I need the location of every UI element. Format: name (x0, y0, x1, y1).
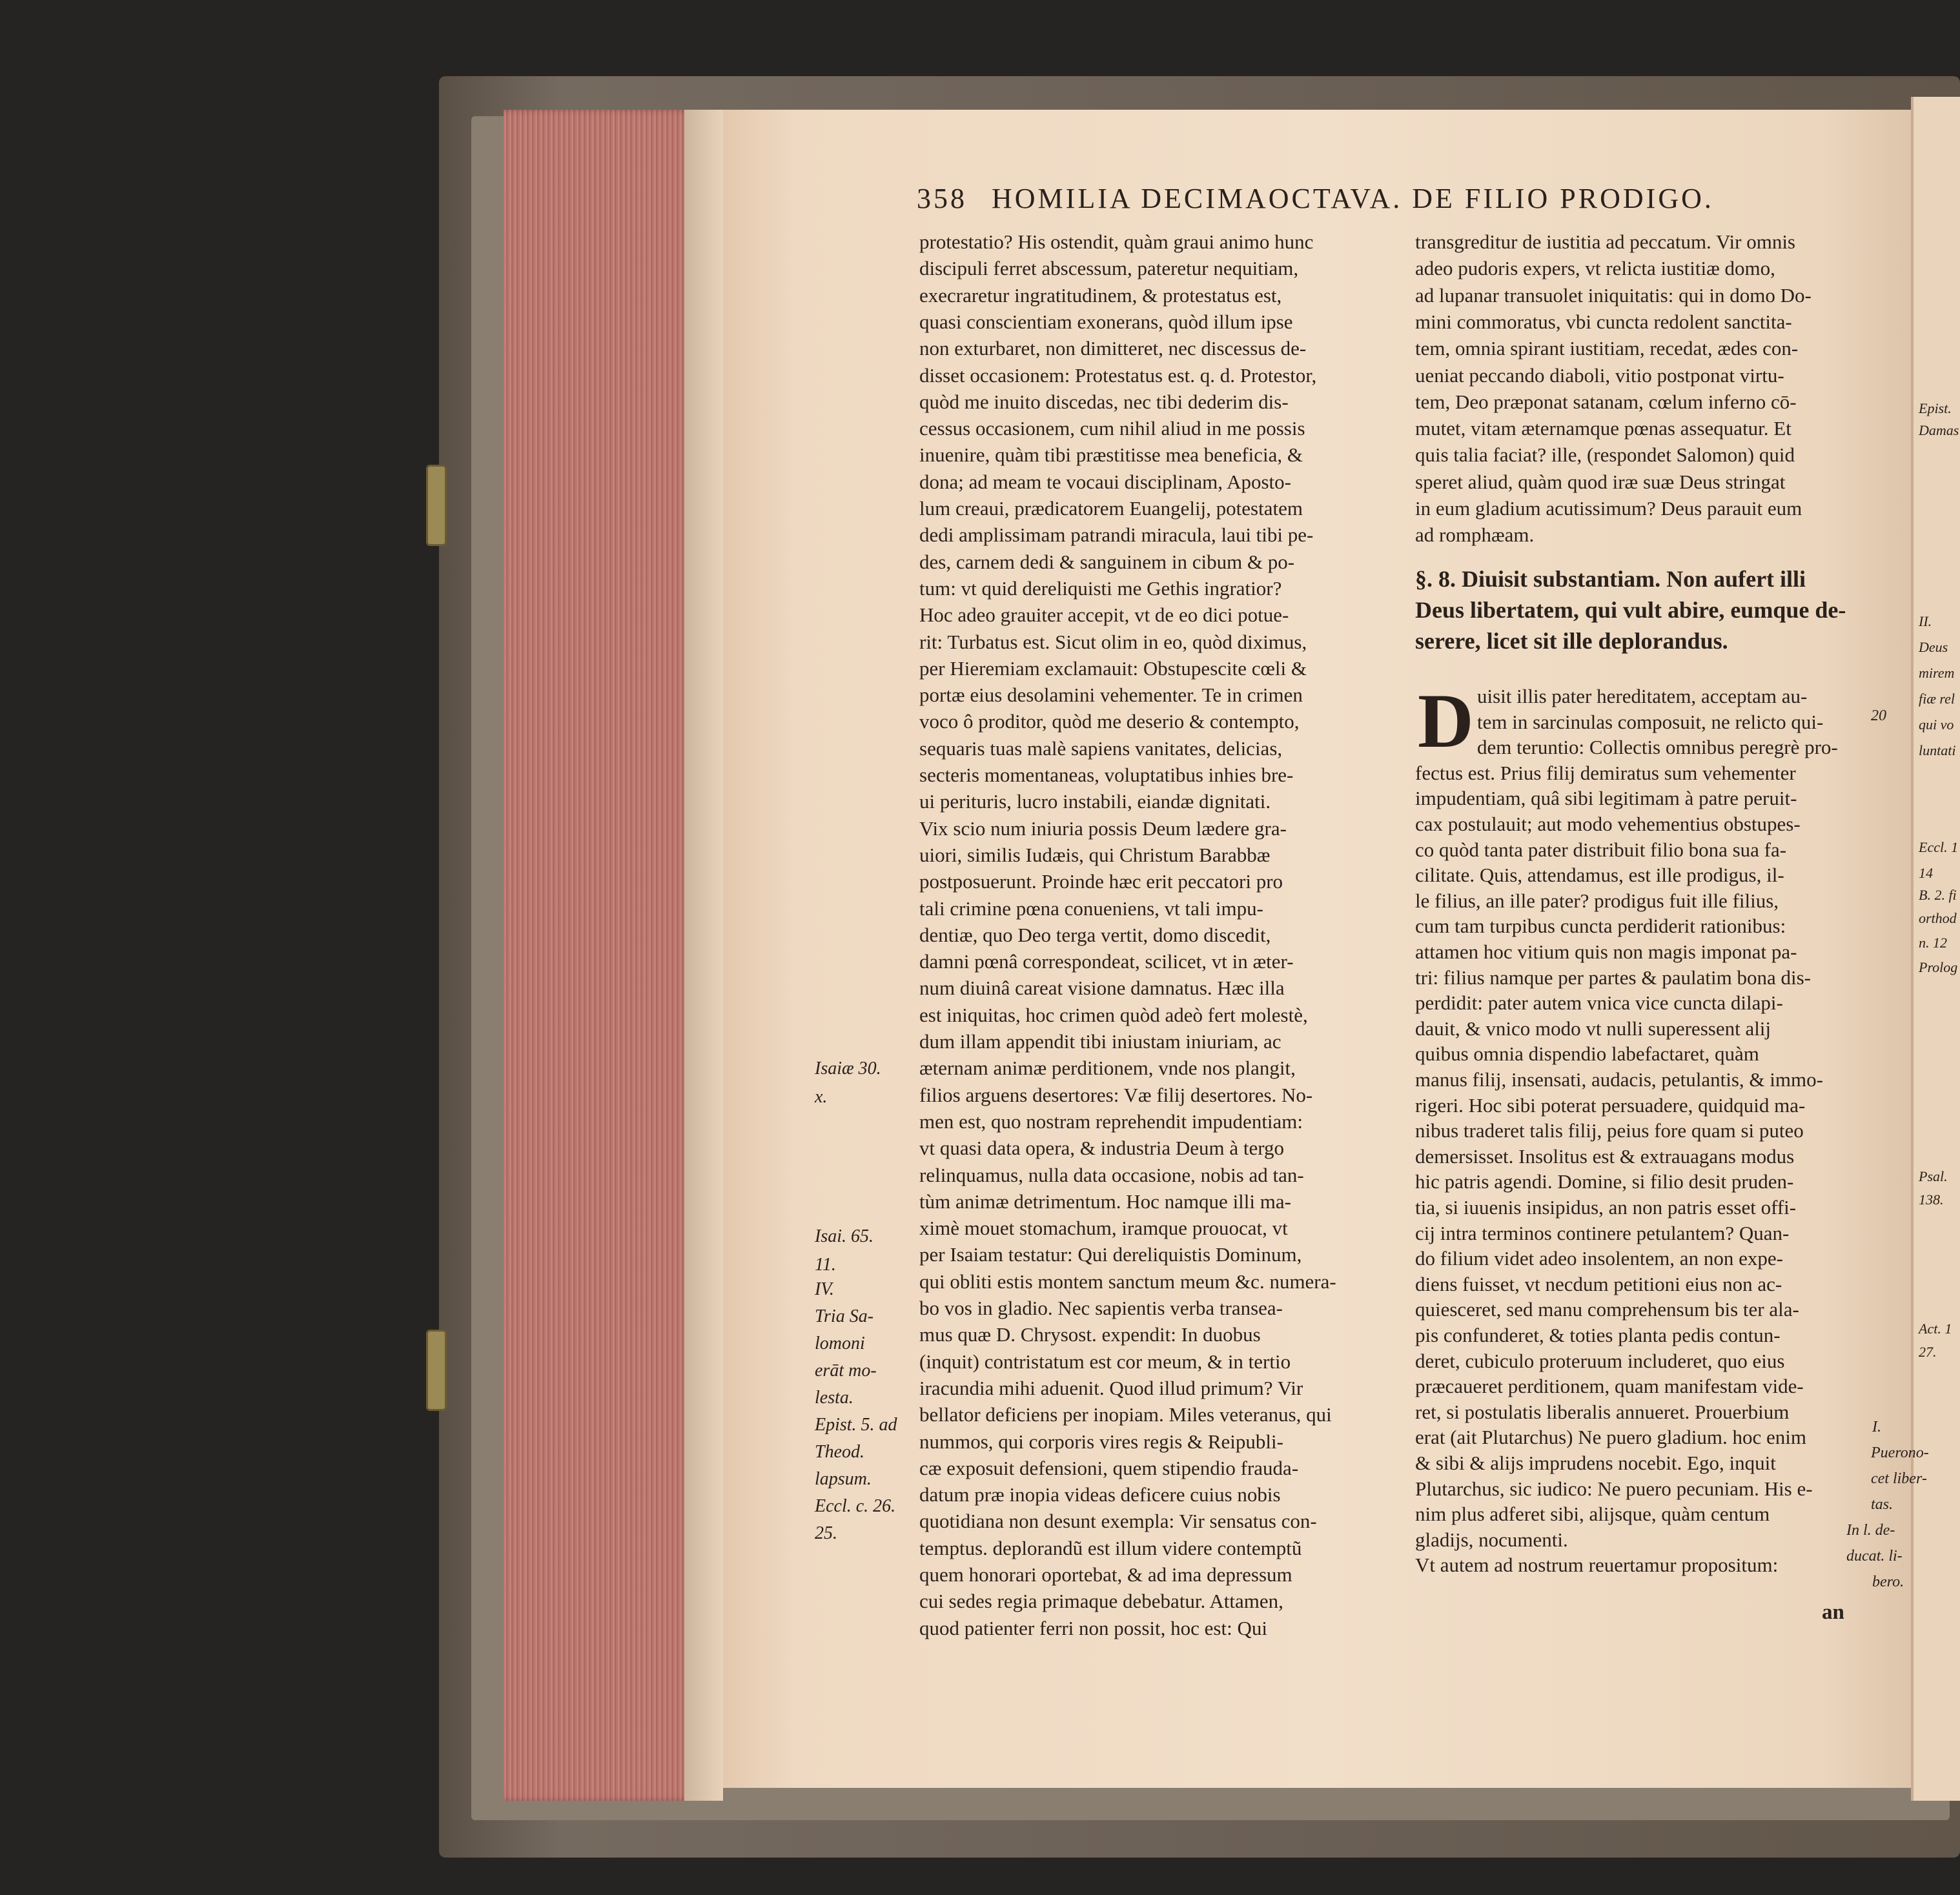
text-line: Vt autem ad nostrum reuertamur propositum: (1415, 1554, 1779, 1577)
margin-note: cet liber- (1871, 1470, 1927, 1487)
facing-page-text: B. 2. fi (1919, 887, 1957, 903)
margin-note: lapsum. (815, 1469, 872, 1489)
text-line: inuenire, quàm tibi præstitisse mea beneficia, & (919, 443, 1303, 467)
page-number: 358 (917, 183, 967, 214)
text-line: cum tam turpibus cuncta perdiderit rationibus: (1415, 915, 1786, 938)
text-line: mus quæ D. Chrysost. expendit: In duobus (919, 1323, 1261, 1346)
text-line: nummos, qui corporis vires regis & Reipubli- (919, 1430, 1283, 1453)
text-line: cilitate. Quis, attendamus, est ille prodigus, il- (1415, 864, 1784, 887)
text-line: mini commoratus, vbi cuncta redolent sanctita- (1415, 310, 1792, 333)
facing-page-text: 27. (1919, 1344, 1937, 1360)
text-line: bo vos in gladio. Nec sapientis verba transea- (919, 1297, 1283, 1319)
text-line: attamen hoc vitium quis non magis imponat pa- (1415, 940, 1797, 963)
text-line: Plutarchus, sic iudico: Ne puero pecuniam. His e- (1415, 1477, 1813, 1500)
text-line: quasi conscientiam exonerans, quòd illum ipse (919, 310, 1293, 333)
facing-page-text: n. 12 (1919, 935, 1947, 951)
text-line: portæ eius desolamini vehementer. Te in crimen (919, 684, 1303, 707)
margin-note: x. (815, 1087, 828, 1107)
text-line: speret aliud, quàm quod iræ suæ Deus stringat (1415, 470, 1786, 493)
facing-page-text: Prolog (1919, 959, 1958, 975)
margin-note: 20 (1871, 707, 1886, 724)
margin-note: I. (1872, 1419, 1881, 1435)
facing-page-text: Act. 1 (1919, 1321, 1952, 1337)
text-line: rit: Turbatus est. Sicut olim in eo, quòd diximus, (919, 630, 1307, 653)
text-line: adeo pudoris expers, vt relicta iustitiæ domo, (1415, 257, 1775, 280)
text-line: uiori, similis Iudæis, qui Christum Barabbæ (919, 843, 1271, 866)
text-line: damni pœnâ correspondeat, scilicet, vt in æter- (919, 950, 1294, 973)
facing-page-text: mirem (1919, 665, 1955, 681)
text-line: tùm animæ detrimentum. Hoc namque illi ma- (919, 1190, 1291, 1213)
text-line: transgreditur de iustitia ad peccatum. Vir omnis (1415, 230, 1795, 253)
text-line: deret, cubiculo proteruum includeret, quo eius (1415, 1349, 1785, 1372)
text-line: qui obliti estis montem sanctum meum &c. numera- (919, 1270, 1336, 1293)
text-line: postposuerunt. Proinde hæc erit peccatori pro (919, 870, 1283, 893)
text-line: uisit illis pater hereditatem, acceptam au- (1477, 685, 1808, 707)
text-line: execraretur ingratitudinem, & protestatus est, (919, 283, 1282, 307)
margin-note: Tria Sa- (815, 1306, 874, 1326)
facing-page-text: orthod (1919, 910, 1957, 926)
margin-note: lomoni (815, 1333, 865, 1353)
text-line: ximè mouet stomachum, iramque prouocat, vt (919, 1217, 1288, 1240)
text-line: cui sedes regia primaque debebatur. Attamen, (919, 1590, 1283, 1613)
text-line: æternam animæ perditionem, vnde nos plangit, (919, 1057, 1296, 1080)
text-line: relinquamus, nulla data occasione, nobis ad tan- (919, 1163, 1304, 1186)
text-line: co quòd tanta pater distribuit filio bona sua fa- (1415, 838, 1787, 861)
text-line: vt quasi data opera, & industria Deum à tergo (919, 1137, 1285, 1160)
text-line: ui perituris, lucro instabili, eiandæ dignitati. (919, 790, 1271, 813)
text-line: bellator deficiens per inopiam. Miles veteranus, qui (919, 1403, 1332, 1426)
text-line: Vix scio num iniuria possis Deum lædere gra- (919, 816, 1287, 840)
text-line: cij intra terminos continere petulantem? Quan- (1415, 1221, 1790, 1244)
margin-note: Theod. (815, 1442, 864, 1462)
text-line: lum creaui, prædicatorem Euangelij, potestatem (919, 497, 1303, 520)
text-line: impudentiam, quâ sibi legitimam à patre peruit- (1415, 787, 1797, 810)
text-line: cax postulauit; aut modo vehementius obstupes- (1415, 813, 1801, 835)
text-line: voco ô proditor, quòd me deserio & contempto, (919, 710, 1300, 733)
text-line: tem in sarcinulas composuit, ne relicto qui- (1477, 710, 1824, 733)
text-line: manus filij, insensati, audacis, petulantis, & immo- (1415, 1068, 1823, 1091)
text-line: tum: vt quid dereliquisti me Gethis ingratior? (919, 576, 1282, 600)
text-line: quòd me inuito discedas, nec tibi dederim dis- (919, 390, 1289, 413)
text-line: rigeri. Hoc sibi poterat persuadere, quidquid ma- (1415, 1093, 1806, 1117)
text-line: tem, Deo præponat satanam, cœlum inferno cō- (1415, 390, 1797, 413)
text-line: des, carnem dedi & sanguinem in cibum & po- (919, 550, 1295, 573)
text-line: diens fuisset, vt necdum petitioni eius non ac- (1415, 1272, 1782, 1295)
heading-line: serere, licet sit ille deplorandus. (1415, 628, 1728, 654)
text-line: per Hieremiam exclamauit: Obstupescite cœli & (919, 656, 1307, 680)
facing-page-text: fiæ rel (1919, 691, 1955, 707)
margin-note: IV. (815, 1279, 834, 1299)
facing-page-text: Damas (1919, 422, 1959, 438)
text-line: pis confunderet, & toties planta pedis contun- (1415, 1324, 1781, 1346)
text-line: quis talia faciat? ille, (respondet Salomon) quid (1415, 443, 1795, 467)
text-line: est iniquitas, hoc crimen quòd adeò fert molestè, (919, 1003, 1308, 1026)
facing-page-text: qui vo (1919, 716, 1954, 733)
margin-note: 25. (815, 1523, 837, 1543)
running-title: HOMILIA DECIMAOCTAVA. DE FILIO PRODIGO. (992, 183, 1714, 214)
facing-page-text: II. (1919, 613, 1932, 629)
text-line: men est, quo nostram reprehendit impudentiam: (919, 1110, 1303, 1133)
text-line: tali crimine pœna conueniens, vt tali impu- (919, 897, 1263, 920)
margin-note: lesta. (815, 1388, 853, 1408)
text-line: hic patris agendi. Domine, si filio desit pruden- (1415, 1170, 1794, 1193)
facing-page-text: Eccl. 1 (1919, 839, 1959, 855)
text-line: discipuli ferret abscessum, pateretur nequitiam, (919, 257, 1299, 280)
text-line: datum præ inopia videas deficere cuius nobis (919, 1483, 1281, 1506)
facing-page-text: 14 (1919, 865, 1933, 881)
facing-page-text: Deus (1919, 639, 1948, 655)
margin-note: ducat. li- (1846, 1548, 1903, 1565)
text-line: tri: filius namque per partes & paulatim bona dis- (1415, 966, 1811, 989)
text-line: dauit, & vnico modo vt nulli superessent alij (1415, 1017, 1771, 1040)
text-line: protestatio? His ostendit, quàm graui animo hunc (919, 230, 1314, 253)
clasp-lower-icon (426, 1330, 447, 1411)
clasp-upper-icon (426, 465, 447, 546)
text-line: filios arguens desertores: Væ filij desertores. No- (919, 1083, 1313, 1106)
text-line: mutet, vitam æternamque pœnas assequatur. Et (1415, 417, 1792, 440)
text-line: dona; ad meam te vocaui disciplinam, Aposto- (919, 470, 1291, 493)
text-line: præcaueret perditionem, quam manifestam vide- (1415, 1375, 1804, 1398)
text-line: perdidit: pater autem vnica vice cuncta dilapi- (1415, 991, 1783, 1015)
text-line: secteris momentaneas, voluptatibus inhies bre- (919, 764, 1294, 786)
text-line: erat (ait Plutarchus) Ne puero gladium. hoc enim (1415, 1426, 1807, 1449)
margin-note: tas. (1871, 1496, 1894, 1513)
text-line: nim plus adferet sibi, alijsque, quàm centum (1415, 1503, 1770, 1526)
heading-line: Deus libertatem, qui vult abire, eumque de- (1415, 597, 1846, 623)
text-line: num diuinâ careat visione damnatus. Hæc illa (919, 977, 1285, 1000)
text-line: gladijs, nocumenti. (1415, 1528, 1568, 1551)
text-line: demersisset. Insolitus est & extrauagans modus (1415, 1144, 1795, 1168)
text-line: & sibi & alijs imprudens nocebit. Ego, inquit (1415, 1452, 1776, 1474)
text-line: non exturbaret, non dimitteret, nec discessus de- (919, 337, 1307, 360)
text-line: quod patienter ferri non possit, hoc est: Qui (919, 1616, 1267, 1639)
heading-line: §. 8. Diuisit substantiam. Non aufert illi (1415, 566, 1806, 592)
text-line: per Isaiam testatur: Qui dereliquistis Dominum, (919, 1243, 1302, 1266)
text-line: nibus traderet talis filij, peius fore quam si puteo (1415, 1119, 1804, 1142)
text-line: iracundia mihi aduenit. Quod illud primum? Vir (919, 1376, 1303, 1399)
margin-note: Epist. 5. ad (815, 1415, 897, 1435)
facing-page-text: 138. (1919, 1191, 1944, 1208)
text-line: quiesceret, sed manu comprehensum bis ter ala- (1415, 1298, 1799, 1321)
text-line: (inquit) contristatum est cor meum, & in tertio (919, 1350, 1291, 1373)
text-line: le filius, an ille pater? prodigus fuit ille filius, (1415, 889, 1779, 912)
text-line: quotidiana non desunt exempla: Vir sensatus con- (919, 1510, 1317, 1533)
text-line: disset occasionem: Protestatus est. q. d. Protestor, (919, 363, 1317, 387)
text-line: dedi amplissimam patrandi miracula, laui tibi pe- (919, 523, 1314, 547)
margin-note: 11. (815, 1255, 836, 1275)
catchword: an (1822, 1601, 1844, 1624)
page-gutter (684, 110, 723, 1801)
text-line: dentiæ, quo Deo terga vertit, domo discedit, (919, 923, 1271, 946)
text-line: Hoc adeo grauiter accepit, vt de eo dici potue- (919, 603, 1289, 627)
text-line: in eum gladium acutissimum? Deus parauit eum (1415, 497, 1802, 520)
text-line: ueniat peccando diaboli, vitio postponat virtu- (1415, 363, 1784, 387)
margin-note: In l. de- (1846, 1522, 1895, 1539)
text-line: quibus omnia dispendio labefactaret, quàm (1415, 1042, 1759, 1066)
text-line: temptus. deplorandũ est illum videre contemptũ (919, 1536, 1302, 1559)
facing-page-text: Epist. (1919, 400, 1952, 416)
text-line: ad romphæam. (1415, 523, 1535, 547)
margin-note: Puerono- (1871, 1444, 1929, 1461)
text-line: ret, si postulatis liberalis annueret. Prouerbium (1415, 1400, 1790, 1423)
margin-note: bero. (1872, 1574, 1904, 1590)
text-line: cessus occasionem, cum nihil aliud in me possis (919, 417, 1305, 440)
margin-note: Isaiæ 30. (815, 1059, 881, 1079)
text-line: do filium videt adeo insolentem, an non expe- (1415, 1247, 1783, 1270)
facing-page-text: Psal. (1919, 1168, 1948, 1184)
drop-cap: D (1418, 678, 1474, 764)
text-line: dem teruntio: Collectis omnibus peregrè pro- (1477, 736, 1838, 759)
facing-page-text: luntati (1919, 742, 1956, 758)
text-line: fectus est. Prius filij demiratus sum vehementer (1415, 761, 1796, 784)
text-line: cæ exposuit defensioni, quem stipendio frauda- (919, 1456, 1299, 1479)
text-line: dum illam appendit tibi iniustam iniuriam, ac (919, 1030, 1281, 1053)
margin-note: Isai. 65. (815, 1226, 873, 1246)
margin-note: Eccl. c. 26. (815, 1496, 896, 1516)
text-line: tia, si iuuenis insipidus, an non patris esset offi- (1415, 1196, 1797, 1219)
text-line: quem honorari oportebat, & ad ima depressum (919, 1563, 1292, 1586)
text-line: ad lupanar transuolet iniquitatis: qui in domo Do- (1415, 283, 1812, 307)
text-line: tem, omnia spirant iustitiam, recedat, ædes con- (1415, 337, 1799, 360)
margin-note: erāt mo- (815, 1361, 877, 1381)
text-line: sequaris tuas malè sapiens vanitates, delicias, (919, 736, 1283, 760)
